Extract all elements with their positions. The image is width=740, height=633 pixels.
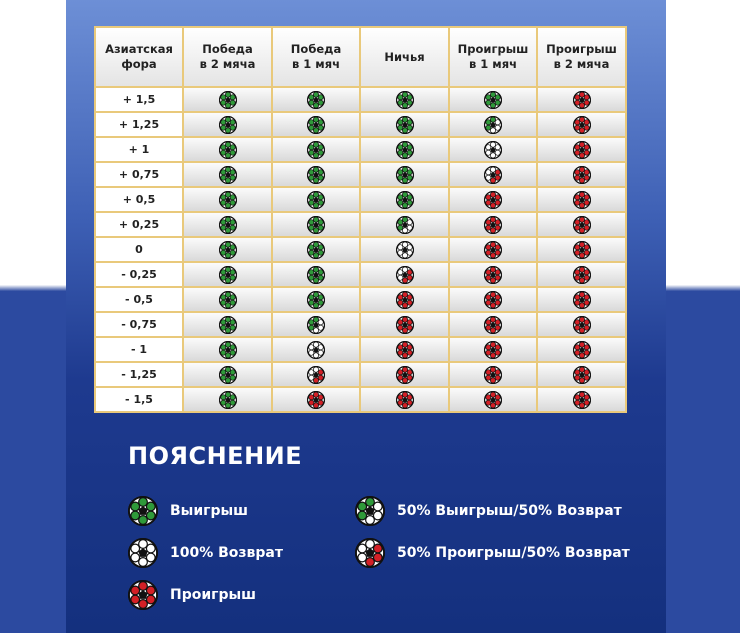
loss-ball-icon	[573, 191, 591, 209]
result-cell	[449, 287, 537, 312]
result-cell	[272, 262, 360, 287]
loss-ball-icon	[573, 91, 591, 109]
loss-ball-icon	[484, 341, 502, 359]
legend-item-loss	[128, 580, 256, 610]
result-cell	[272, 387, 360, 412]
win-ball-icon	[219, 341, 237, 359]
result-cell	[360, 287, 449, 312]
result-cell	[183, 87, 272, 112]
loss-ball-icon	[573, 266, 591, 284]
table-row	[95, 362, 626, 387]
result-cell	[537, 362, 626, 387]
win-ball-icon	[307, 216, 325, 234]
win-ball-icon	[219, 266, 237, 284]
result-cell	[272, 162, 360, 187]
win-ball-icon	[307, 116, 325, 134]
legend-label: 50% Выигрыш/50% Возврат	[397, 503, 622, 519]
loss-ball-icon	[484, 391, 502, 409]
half-loss-ball-icon	[484, 166, 502, 184]
table-row	[95, 387, 626, 412]
handicap-label: + 0,25	[95, 212, 183, 237]
loss-ball-icon	[484, 316, 502, 334]
result-cell	[360, 362, 449, 387]
table-row	[95, 262, 626, 287]
win-ball-icon	[219, 216, 237, 234]
table-row	[95, 162, 626, 187]
handicap-label: + 1,5	[95, 87, 183, 112]
result-cell	[360, 237, 449, 262]
result-cell	[272, 287, 360, 312]
win-ball-icon	[307, 166, 325, 184]
win-ball-icon	[396, 141, 414, 159]
loss-ball-icon	[484, 241, 502, 259]
win-ball-icon	[219, 391, 237, 409]
win-ball-icon	[484, 91, 502, 109]
half-win-ball-icon	[396, 216, 414, 234]
handicap-label: 0	[95, 237, 183, 262]
header-loss-1: Проигрыш в 1 мяч	[449, 27, 537, 87]
handicap-label: - 0,25	[95, 262, 183, 287]
legend-label: 100% Возврат	[170, 545, 283, 561]
loss-ball-icon	[128, 580, 158, 610]
loss-ball-icon	[396, 291, 414, 309]
loss-ball-icon	[484, 216, 502, 234]
win-ball-icon	[396, 166, 414, 184]
result-cell	[449, 387, 537, 412]
win-ball-icon	[396, 191, 414, 209]
loss-ball-icon	[396, 341, 414, 359]
win-ball-icon	[219, 116, 237, 134]
result-cell	[183, 287, 272, 312]
half-loss-ball-icon	[396, 266, 414, 284]
win-ball-icon	[396, 116, 414, 134]
result-cell	[360, 337, 449, 362]
table-row	[95, 312, 626, 337]
result-cell	[537, 387, 626, 412]
loss-ball-icon	[573, 366, 591, 384]
win-ball-icon	[219, 316, 237, 334]
loss-ball-icon	[484, 266, 502, 284]
result-cell	[360, 387, 449, 412]
table-row	[95, 137, 626, 162]
result-cell	[272, 312, 360, 337]
result-cell	[183, 137, 272, 162]
handicap-label: + 1	[95, 137, 183, 162]
result-cell	[272, 137, 360, 162]
result-cell	[272, 237, 360, 262]
return-ball-icon	[484, 141, 502, 159]
result-cell	[272, 187, 360, 212]
result-cell	[360, 162, 449, 187]
result-cell	[360, 212, 449, 237]
win-ball-icon	[307, 291, 325, 309]
legend-label: 50% Проигрыш/50% Возврат	[397, 545, 630, 561]
result-cell	[537, 187, 626, 212]
result-cell	[449, 312, 537, 337]
handicap-label: - 1,25	[95, 362, 183, 387]
header-row	[95, 27, 626, 87]
return-ball-icon	[128, 538, 158, 568]
result-cell	[449, 237, 537, 262]
win-ball-icon	[307, 141, 325, 159]
win-ball-icon	[219, 291, 237, 309]
result-cell	[537, 337, 626, 362]
header-win-1: Победа в 1 мяч	[272, 27, 360, 87]
legend-item-return	[128, 538, 283, 568]
result-cell	[183, 362, 272, 387]
result-cell	[537, 87, 626, 112]
result-cell	[360, 312, 449, 337]
win-ball-icon	[307, 191, 325, 209]
result-cell	[537, 312, 626, 337]
win-ball-icon	[219, 366, 237, 384]
loss-ball-icon	[307, 391, 325, 409]
result-cell	[537, 287, 626, 312]
win-ball-icon	[219, 141, 237, 159]
half-win-ball-icon	[355, 496, 385, 526]
result-cell	[183, 237, 272, 262]
table-row	[95, 187, 626, 212]
loss-ball-icon	[484, 191, 502, 209]
result-cell	[449, 362, 537, 387]
win-ball-icon	[219, 241, 237, 259]
result-cell	[360, 137, 449, 162]
result-cell	[272, 212, 360, 237]
result-cell	[537, 137, 626, 162]
result-cell	[449, 112, 537, 137]
result-cell	[449, 337, 537, 362]
table-row	[95, 87, 626, 112]
handicap-label: + 0,5	[95, 187, 183, 212]
win-ball-icon	[307, 241, 325, 259]
handicap-label: + 0,75	[95, 162, 183, 187]
result-cell	[183, 187, 272, 212]
result-cell	[449, 212, 537, 237]
loss-ball-icon	[573, 291, 591, 309]
loss-ball-icon	[573, 316, 591, 334]
table-row	[95, 337, 626, 362]
background-left	[0, 0, 66, 633]
loss-ball-icon	[396, 316, 414, 334]
win-ball-icon	[396, 91, 414, 109]
header-win-2: Победа в 2 мяча	[183, 27, 272, 87]
handicap-label: + 1,25	[95, 112, 183, 137]
legend-item-half-win	[355, 496, 622, 526]
result-cell	[183, 112, 272, 137]
result-cell	[537, 212, 626, 237]
result-cell	[360, 262, 449, 287]
header-draw: Ничья	[360, 27, 449, 87]
half-win-ball-icon	[307, 316, 325, 334]
loss-ball-icon	[573, 391, 591, 409]
result-cell	[360, 87, 449, 112]
handicap-label: - 1,5	[95, 387, 183, 412]
handicap-table	[94, 26, 627, 413]
result-cell	[537, 237, 626, 262]
table-row	[95, 112, 626, 137]
loss-ball-icon	[396, 366, 414, 384]
result-cell	[272, 112, 360, 137]
header-handicap: Азиатская фора	[95, 27, 183, 87]
loss-ball-icon	[396, 391, 414, 409]
win-ball-icon	[307, 91, 325, 109]
table-row	[95, 287, 626, 312]
result-cell	[449, 137, 537, 162]
loss-ball-icon	[573, 141, 591, 159]
result-cell	[183, 162, 272, 187]
result-cell	[183, 337, 272, 362]
result-cell	[360, 187, 449, 212]
loss-ball-icon	[573, 241, 591, 259]
result-cell	[183, 387, 272, 412]
table-row	[95, 237, 626, 262]
result-cell	[537, 112, 626, 137]
loss-ball-icon	[484, 366, 502, 384]
result-cell	[272, 337, 360, 362]
win-ball-icon	[219, 166, 237, 184]
win-ball-icon	[219, 91, 237, 109]
half-loss-ball-icon	[355, 538, 385, 568]
win-ball-icon	[128, 496, 158, 526]
loss-ball-icon	[573, 116, 591, 134]
result-cell	[183, 212, 272, 237]
handicap-label: - 0,5	[95, 287, 183, 312]
return-ball-icon	[307, 341, 325, 359]
loss-ball-icon	[573, 166, 591, 184]
half-loss-ball-icon	[307, 366, 325, 384]
win-ball-icon	[219, 191, 237, 209]
result-cell	[272, 362, 360, 387]
result-cell	[537, 262, 626, 287]
table-row	[95, 212, 626, 237]
legend-label: Выигрыш	[170, 503, 249, 519]
result-cell	[183, 312, 272, 337]
result-cell	[449, 262, 537, 287]
loss-ball-icon	[573, 341, 591, 359]
return-ball-icon	[396, 241, 414, 259]
result-cell	[360, 112, 449, 137]
handicap-label: - 1	[95, 337, 183, 362]
header-loss-2: Проигрыш в 2 мяча	[537, 27, 626, 87]
result-cell	[449, 187, 537, 212]
result-cell	[449, 162, 537, 187]
legend-title: ПОЯСНЕНИЕ	[128, 442, 303, 470]
result-cell	[272, 87, 360, 112]
legend-item-win	[128, 496, 248, 526]
result-cell	[537, 162, 626, 187]
loss-ball-icon	[484, 291, 502, 309]
result-cell	[183, 262, 272, 287]
handicap-label: - 0,75	[95, 312, 183, 337]
result-cell	[449, 87, 537, 112]
loss-ball-icon	[573, 216, 591, 234]
legend-label: Проигрыш	[170, 587, 257, 603]
half-win-ball-icon	[484, 116, 502, 134]
legend-item-half-loss	[355, 538, 630, 568]
background-right	[666, 0, 740, 633]
win-ball-icon	[307, 266, 325, 284]
